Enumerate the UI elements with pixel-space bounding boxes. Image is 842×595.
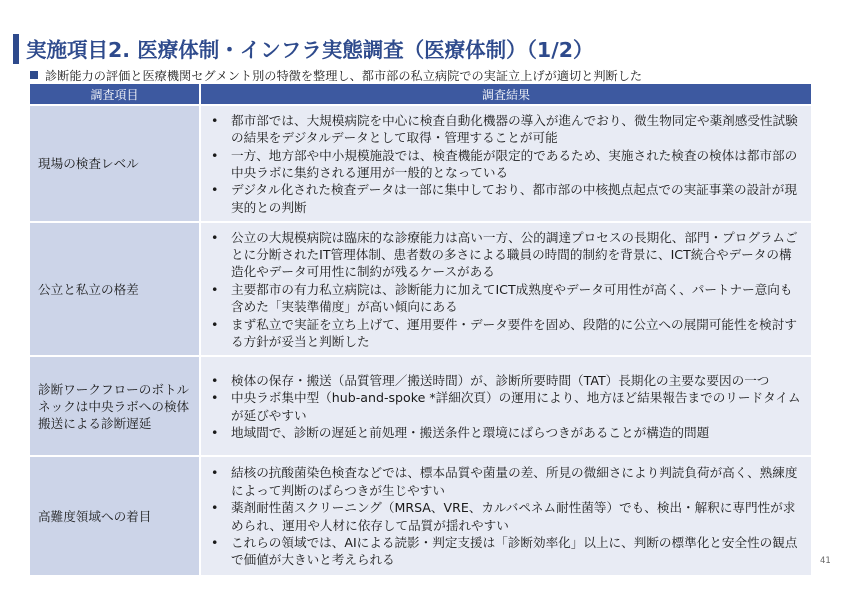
- result-bullet-list: [207, 112, 803, 216]
- list-item: • 薬剤耐性菌スクリーニング（MRSA、VRE、カルバペネム耐性菌等）でも、検出・解釈に専門性が求められ、運用や人材に依存して品質が揺れやすい: [207, 499, 803, 534]
- table-row: [30, 456, 811, 575]
- list-item: • 主要都市の有力私立病院は、診断能力に加えてICT成熟度やデータ可用性が高く、パートナー意向も含めた「実装準備度」が高い傾向にある: [207, 281, 803, 316]
- list-item: • デジタル化された検査データは一部に集中しており、都市部の中核拠点起点での実証事業の設計が現実的との判断: [207, 181, 803, 216]
- list-item: • 都市部では、大規模病院を中心に検査自動化機器の導入が進んでおり、微生物同定や薬剤感受性試験の結果をデジタルデータとして取得・管理することが可能: [207, 112, 803, 147]
- title-accent-bar: [13, 34, 19, 64]
- row-result-cell: [200, 105, 811, 222]
- table-header-row: [30, 84, 811, 105]
- list-item: • これらの領域では、AIによる読影・判定支援は「診断効率化」以上に、判断の標準化と安全性の観点で価値が大きいと考えられる: [207, 534, 803, 569]
- row-result-cell: [200, 356, 811, 456]
- row-item-label: 公立と私立の格差: [30, 222, 200, 356]
- survey-table: [30, 84, 811, 575]
- lead-statement: [30, 67, 642, 84]
- table-row: [30, 105, 811, 222]
- row-item-label: 診断ワークフローのボトルネックは中央ラボへの検体搬送による診断遅延: [30, 356, 200, 456]
- list-item: • 一方、地方部や中小規模施設では、検査機能が限定的であるため、実施された検査の検体は都市部の中央ラボに集約される運用が一般的となっている: [207, 147, 803, 182]
- list-item: • 地域間で、診断の遅延と前処理・搬送条件と環境にばらつきがあることが構造的問題: [207, 424, 803, 441]
- table-row: [30, 356, 811, 456]
- list-item: • 中央ラボ集中型（hub-and-spoke *詳細次頁）の運用により、地方ほど結果報告までのリードタイムが延びやすい: [207, 389, 803, 424]
- list-item: • まず私立で実証を立ち上げて、運用要件・データ要件を固め、段階的に公立への展開可能性を検討する方針が妥当と判断した: [207, 316, 803, 351]
- lead-text: 診断能力の評価と医療機関セグメント別の特徴を整理し、都市部の私立病院での実証立上げが適切と判断した: [45, 69, 643, 83]
- row-item-label: 高難度領域への着目: [30, 456, 200, 575]
- row-result-cell: [200, 456, 811, 575]
- page-number: 41: [820, 556, 831, 566]
- result-bullet-list: [207, 372, 803, 442]
- column-header-item: 調査項目: [30, 84, 200, 105]
- row-item-label: 現場の検査レベル: [30, 105, 200, 222]
- list-item: • 公立の大規模病院は臨床的な診療能力は高い一方、公的調達プロセスの長期化、部門・プログラムごとに分断されたIT管理体制、患者数の多さによる職員の時間的制約を背景に、ICT統合やデータの構造化やデータ可用性に制約が残るケースがある: [207, 229, 803, 281]
- column-header-result: 調査結果: [200, 84, 811, 105]
- result-bullet-list: [207, 229, 803, 351]
- page-title: 実施項目2. 医療体制・インフラ実態調査（医療体制）（1/2）: [26, 38, 594, 62]
- row-result-cell: [200, 222, 811, 356]
- square-bullet-icon: [30, 71, 38, 79]
- list-item: • 検体の保存・搬送（品質管理／搬送時間）が、診断所要時間（TAT）長期化の主要な要因の一つ: [207, 372, 803, 389]
- table-row: [30, 222, 811, 356]
- result-bullet-list: [207, 464, 803, 568]
- list-item: • 結核の抗酸菌染色検査などでは、標本品質や菌量の差、所見の微細さにより判読負荷が高く、熟練度によって判断のばらつきが生じやすい: [207, 464, 803, 499]
